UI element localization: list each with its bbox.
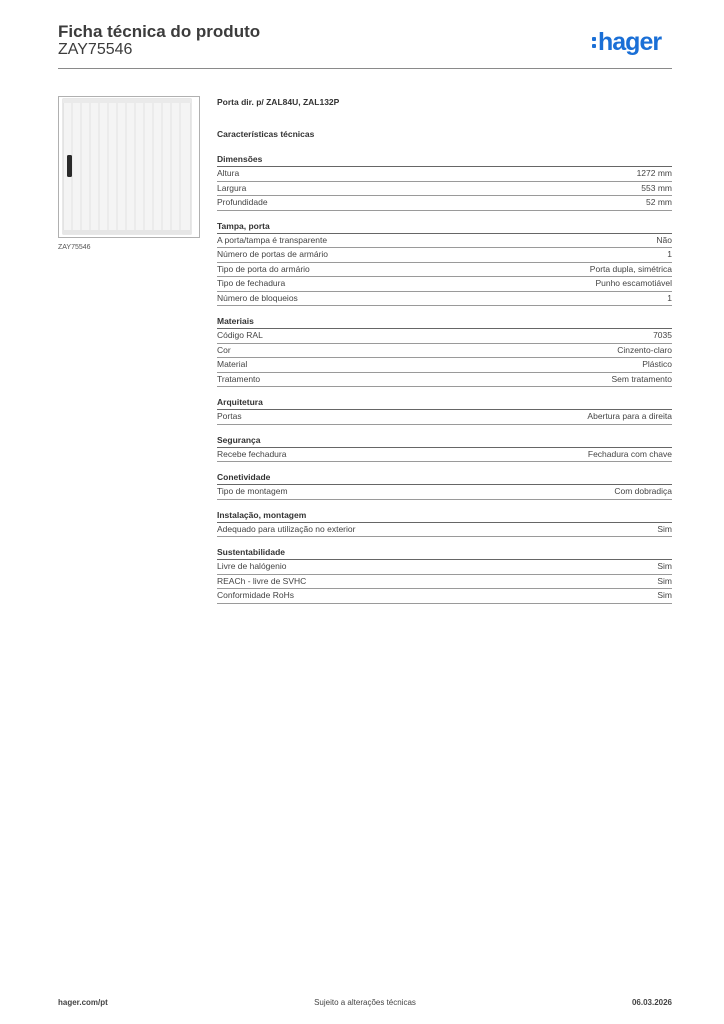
spec-row [217,448,672,463]
spec-label: Profundidade [217,197,268,207]
footer-date: 06.03.2026 [631,998,672,1007]
spec-section [217,154,672,211]
spec-label: Adequado para utilização no exterior [217,523,356,534]
spec-section [217,472,672,500]
spec-label: Conformidade RoHs [217,590,295,600]
specifications [217,96,672,614]
section-title: Arquitetura [217,397,672,410]
section-title: Dimensões [217,154,672,167]
spec-label: Portas [217,411,242,421]
spec-label: Recebe fechadura [217,448,287,459]
spec-value: 1272 mm [636,168,672,178]
technical-characteristics-title: Características técnicas [217,129,315,139]
spec-row [217,575,672,590]
spec-row [217,167,672,182]
spec-row [217,292,672,307]
spec-value: 52 mm [646,197,672,207]
footer-note: Sujeito a alterações técnicas [314,998,416,1007]
section-title: Instalação, montagem [217,510,672,523]
spec-value: Com dobradiça [614,486,672,496]
spec-value: Sim [657,523,672,534]
spec-row [217,410,672,425]
spec-value: Sim [657,561,672,571]
spec-row [217,196,672,211]
spec-value: Porta dupla, simétrica [589,263,672,274]
spec-label: Largura [217,182,247,193]
spec-label: Número de bloqueios [217,292,298,303]
document-title: Ficha técnica do produto [58,22,261,41]
spec-value: Fechadura com chave [587,448,672,459]
spec-row [217,358,672,373]
spec-value: Plástico [642,359,672,369]
section-title: Materiais [217,316,672,329]
spec-value: 1 [667,249,672,259]
spec-section [217,316,672,387]
spec-row [217,263,672,278]
spec-label: REACh - livre de SVHC [217,575,307,586]
spec-section [217,221,672,307]
header-divider [58,68,672,69]
footer-website: hager.com/pt [58,998,108,1007]
spec-section [217,397,672,425]
section-title: Conetividade [217,472,672,485]
spec-label: Material [217,359,248,369]
spec-value: Punho escamotiável [595,278,672,288]
spec-row [217,329,672,344]
logo-dots-icon [592,34,596,50]
section-title: Tampa, porta [217,221,672,234]
spec-row [217,182,672,197]
spec-label: Tipo de porta do armário [217,263,310,274]
spec-label: Tipo de fechadura [217,278,286,288]
logo-text: hager [598,28,662,56]
product-image [58,96,200,238]
spec-row [217,485,672,500]
spec-section [217,435,672,463]
spec-value: Não [656,234,672,245]
spec-row [217,234,672,249]
spec-value: 7035 [653,330,672,340]
spec-row [217,523,672,538]
spec-value: 553 mm [641,182,672,193]
spec-label: Tipo de montagem [217,486,288,496]
product-image-label: ZAY75546 [58,244,91,251]
spec-section [217,547,672,604]
spec-sections [217,154,672,604]
spec-row [217,373,672,388]
spec-label: Código RAL [217,330,263,340]
spec-label: A porta/tampa é transparente [217,234,328,245]
spec-value: Cinzento-claro [617,344,672,355]
spec-row [217,248,672,263]
spec-row [217,560,672,575]
spec-value: Abertura para a direita [587,411,672,421]
spec-value: 1 [667,292,672,303]
spec-row [217,344,672,359]
spec-row [217,277,672,292]
spec-label: Cor [217,344,231,355]
product-description: Porta dir. p/ ZAL84U, ZAL132P [217,97,340,107]
spec-row [217,589,672,604]
section-title: Sustentabilidade [217,547,672,560]
spec-label: Tratamento [217,373,261,384]
spec-value: Sem tratamento [611,373,672,384]
spec-label: Número de portas de armário [217,249,329,259]
spec-section [217,510,672,538]
spec-value: Sim [657,590,672,600]
product-code: ZAY75546 [58,41,133,58]
spec-value: Sim [657,575,672,586]
spec-label: Livre de halógenio [217,561,287,571]
section-title: Segurança [217,435,672,448]
spec-label: Altura [217,168,240,178]
cabinet-door-image [59,97,199,237]
